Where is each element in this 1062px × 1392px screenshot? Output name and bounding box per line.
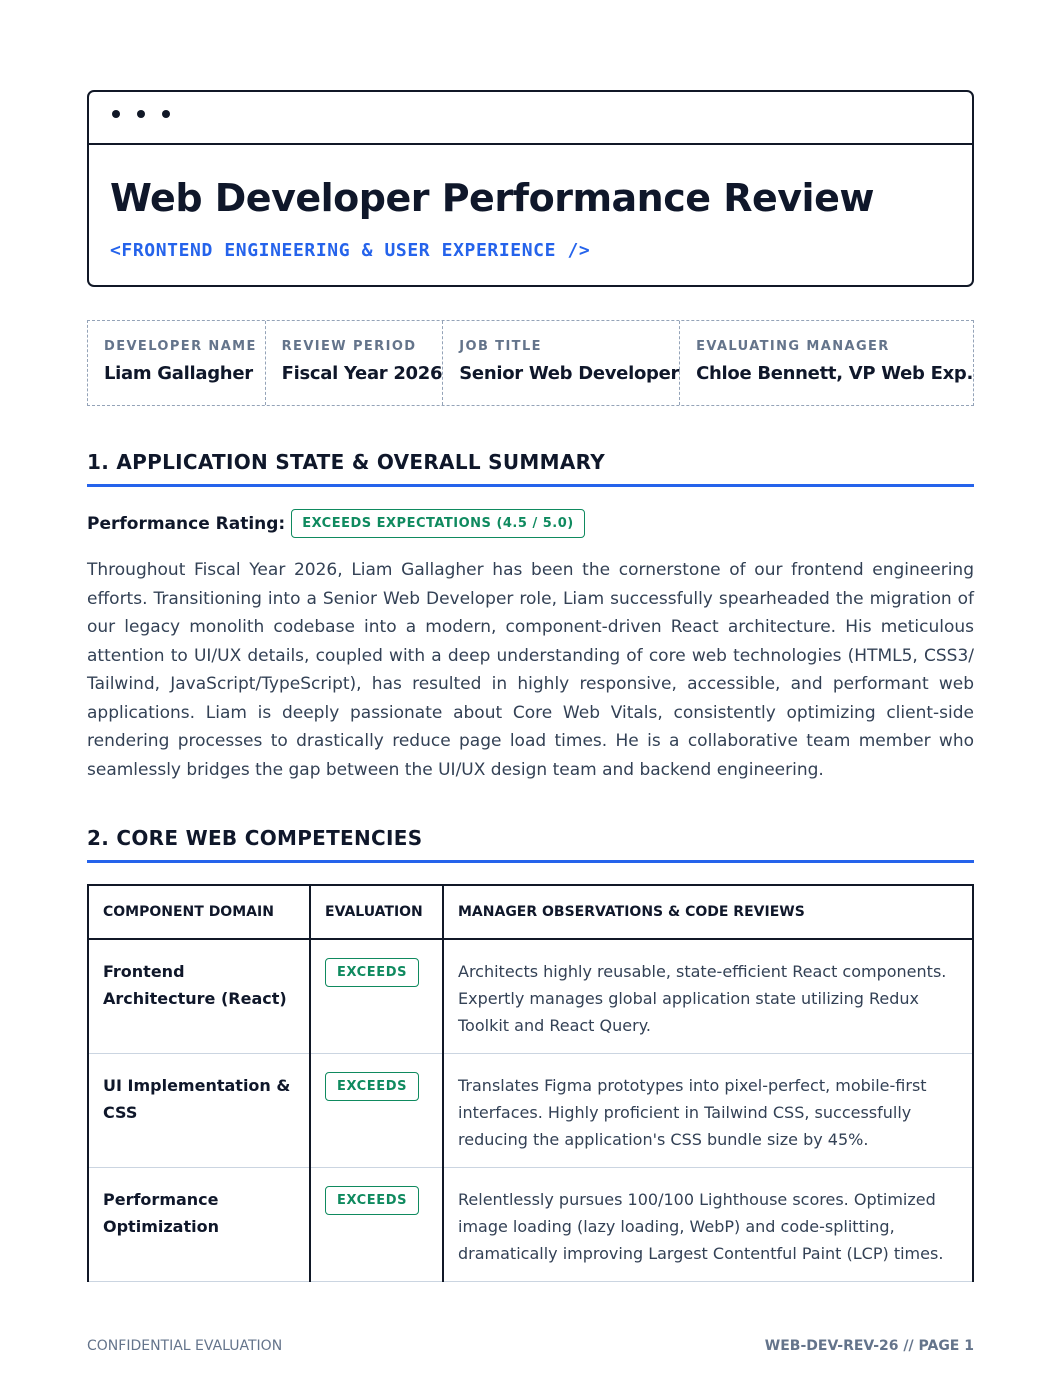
evaluation-cell xyxy=(310,939,443,1053)
rating-badge: EXCEEDS EXPECTATIONS (4.5 / 5.0) xyxy=(291,509,584,538)
observation-text: Translates Figma prototypes into pixel-perfect, mobile-first interfaces. Highly proficient in Tailwind CSS, successfully reducing the application's CSS bundle size by 45%. xyxy=(458,1075,927,1149)
meta-label: DEVELOPER NAME xyxy=(104,339,257,354)
domain-label: Frontend Architecture (React) xyxy=(103,962,287,1008)
observation-text: Relentlessly pursues 100/100 Lighthouse scores. Optimized image loading (lazy loading, WebP) and code-splitting, dramatically improving Largest Contentful Paint (LCP) times. xyxy=(458,1189,944,1263)
evaluation-badge: EXCEEDS xyxy=(325,1186,419,1215)
performance-rating xyxy=(87,509,585,538)
footer-confidential: CONFIDENTIAL EVALUATION xyxy=(87,1338,283,1354)
meta-job-title xyxy=(443,321,680,405)
review-meta xyxy=(87,320,974,406)
meta-evaluating-manager xyxy=(680,321,973,405)
observation-cell xyxy=(443,939,973,1053)
meta-label: REVIEW PERIOD xyxy=(281,339,417,354)
meta-value: Fiscal Year 2026 xyxy=(281,363,443,384)
column-header: MANAGER OBSERVATIONS & CODE REVIEWS xyxy=(443,885,973,939)
window-dot-icon xyxy=(137,110,145,118)
rating-label: Performance Rating: xyxy=(87,513,286,534)
evaluation-badge: EXCEEDS xyxy=(325,1072,419,1101)
domain-cell xyxy=(88,939,310,1053)
meta-value: Senior Web Developer xyxy=(459,363,680,384)
footer-page-ref: WEB-DEV-REV-26 // PAGE 1 xyxy=(764,1338,974,1354)
observation-text: Architects highly reusable, state-efficient React components. Expertly manages global application state utilizing Redux Toolkit and React Query. xyxy=(458,962,947,1035)
section-heading-summary: 1. APPLICATION STATE & OVERALL SUMMARY xyxy=(87,450,974,487)
window-dot-icon xyxy=(112,110,120,118)
evaluation-cell xyxy=(310,1167,443,1281)
observation-cell xyxy=(443,1053,973,1167)
competencies-table xyxy=(87,884,974,1282)
observation-cell xyxy=(443,1167,973,1281)
meta-value: Liam Gallagher xyxy=(104,363,253,384)
table-header-row xyxy=(88,885,973,939)
column-header: EVALUATION xyxy=(310,885,443,939)
meta-value: Chloe Bennett, VP Web Exp. xyxy=(696,363,973,384)
column-header: COMPONENT DOMAIN xyxy=(88,885,310,939)
domain-cell xyxy=(88,1053,310,1167)
page-subtitle: <FRONTEND ENGINEERING & USER EXPERIENCE /> xyxy=(110,240,591,261)
header-card xyxy=(87,90,974,287)
table-row xyxy=(88,1053,973,1167)
table-row xyxy=(88,939,973,1053)
evaluation-cell xyxy=(310,1053,443,1167)
meta-label: JOB TITLE xyxy=(459,339,542,354)
window-dot-icon xyxy=(162,110,170,118)
meta-label: EVALUATING MANAGER xyxy=(696,339,890,354)
meta-review-period xyxy=(266,321,444,405)
table-row xyxy=(88,1167,973,1281)
window-bar xyxy=(89,92,972,145)
evaluation-badge: EXCEEDS xyxy=(325,958,419,987)
domain-label: UI Implementation & CSS xyxy=(103,1075,291,1122)
section-heading-competencies: 2. CORE WEB COMPETENCIES xyxy=(87,826,974,863)
page-title: Web Developer Performance Review xyxy=(110,176,874,220)
meta-developer-name xyxy=(88,321,266,405)
domain-cell xyxy=(88,1167,310,1281)
domain-label: Performance Optimization xyxy=(103,1189,219,1236)
summary-paragraph: Throughout Fiscal Year 2026, Liam Gallagher has been the cornerstone of our frontend engineering efforts. Transitioning into a Senior Web Developer role, Liam successfully spearheaded the migration of our legacy monolith codebase into a modern, component-driven React architecture. His meticulous attention to UI/UX details, coupled with a deep understanding of core web technologies (HTML5, CSS3/ Tailwind, JavaScript/TypeScript), has resulted in highly responsive, accessible, and performant web applications. Liam is deeply passionate about Core Web Vitals, consistently optimizing client-side rendering processes to drastically reduce page load times. He is a collaborative team member who seamlessly bridges the gap between the UI/UX design team and backend engineering. xyxy=(87,560,974,780)
